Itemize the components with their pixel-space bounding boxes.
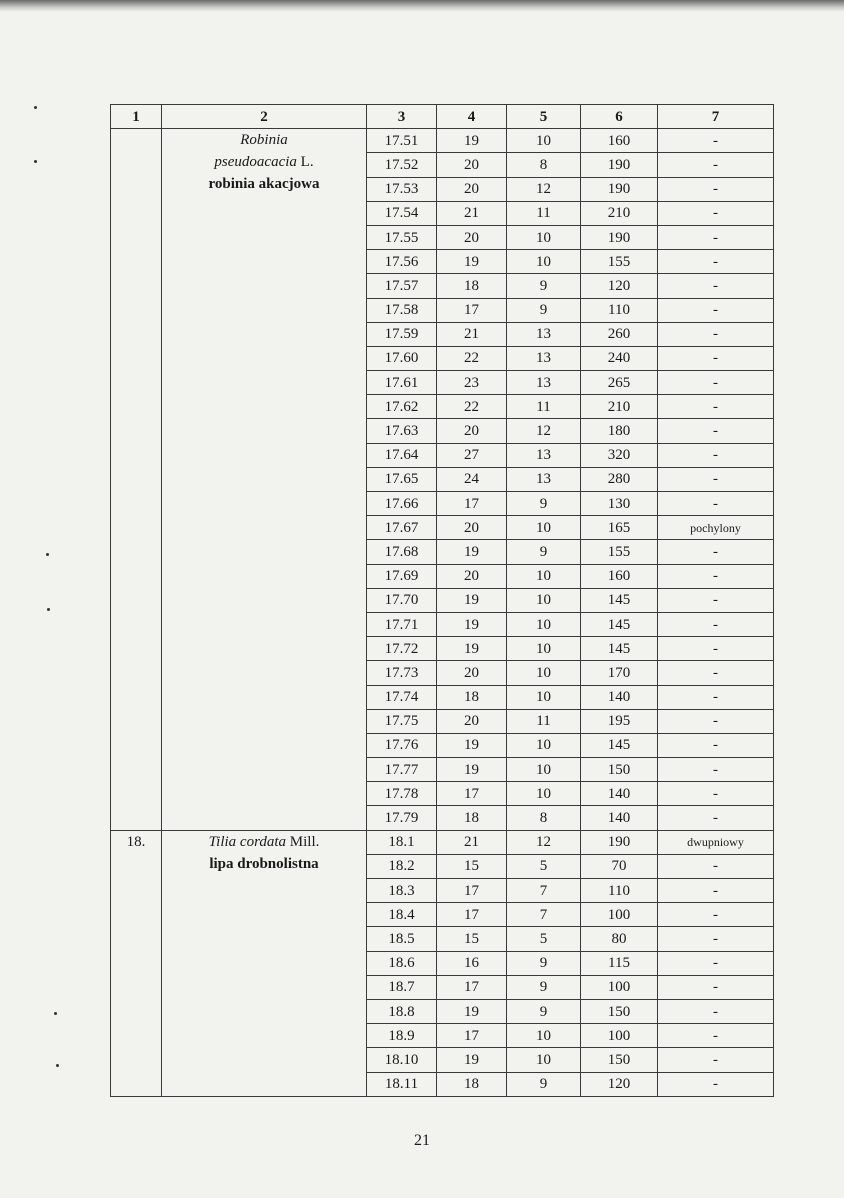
notes-cell: - [658,322,774,346]
notes-cell: - [658,395,774,419]
crown-width-cell: 10 [507,1024,581,1048]
column-header: 4 [437,105,507,129]
crown-width-cell: 9 [507,1072,581,1096]
tree-number-cell: 17.66 [367,492,437,516]
crown-width-cell: 9 [507,492,581,516]
height-cell: 22 [437,346,507,370]
notes-cell: - [658,758,774,782]
tree-number-cell: 17.61 [367,371,437,395]
tree-number-cell: 17.76 [367,733,437,757]
notes-cell: - [658,588,774,612]
tree-number-cell: 17.72 [367,637,437,661]
circumference-cell: 110 [581,298,658,322]
notes-cell: - [658,975,774,999]
tree-number-cell: 18.8 [367,999,437,1023]
height-cell: 18 [437,274,507,298]
notes-cell: - [658,661,774,685]
notes-cell: - [658,733,774,757]
crown-width-cell: 9 [507,999,581,1023]
scan-speck [56,1064,59,1067]
column-header: 6 [581,105,658,129]
crown-width-cell: 7 [507,903,581,927]
notes-cell: - [658,1072,774,1096]
crown-width-cell: 13 [507,346,581,370]
circumference-cell: 195 [581,709,658,733]
crown-width-cell: 10 [507,612,581,636]
height-cell: 17 [437,879,507,903]
notes-cell: - [658,346,774,370]
notes-cell: - [658,540,774,564]
circumference-cell: 110 [581,879,658,903]
tree-number-cell: 17.77 [367,758,437,782]
tree-number-cell: 18.10 [367,1048,437,1072]
circumference-cell: 120 [581,274,658,298]
height-cell: 19 [437,540,507,564]
scan-speck [34,160,37,163]
crown-width-cell: 10 [507,782,581,806]
notes-cell: - [658,927,774,951]
circumference-cell: 180 [581,419,658,443]
scan-speck [46,553,49,556]
circumference-cell: 130 [581,492,658,516]
crown-width-cell: 10 [507,588,581,612]
height-cell: 19 [437,999,507,1023]
crown-width-cell: 9 [507,951,581,975]
height-cell: 21 [437,322,507,346]
crown-width-cell: 11 [507,201,581,225]
crown-width-cell: 10 [507,758,581,782]
height-cell: 17 [437,492,507,516]
height-cell: 22 [437,395,507,419]
tree-number-cell: 18.1 [367,830,437,854]
species-polish-name: lipa drobnolistna [209,855,319,872]
notes-cell: - [658,709,774,733]
column-header: 7 [658,105,774,129]
notes-cell: - [658,806,774,830]
height-cell: 17 [437,975,507,999]
tree-number-cell: 17.60 [367,346,437,370]
crown-width-cell: 10 [507,661,581,685]
crown-width-cell: 10 [507,685,581,709]
notes-cell: - [658,153,774,177]
notes-cell: - [658,201,774,225]
crown-width-cell: 10 [507,516,581,540]
tree-number-cell: 18.6 [367,951,437,975]
notes-cell: - [658,177,774,201]
notes-cell: - [658,782,774,806]
height-cell: 19 [437,588,507,612]
height-cell: 20 [437,516,507,540]
species-author: L. [300,154,314,171]
species-number-cell [111,129,162,830]
height-cell: 20 [437,661,507,685]
tree-number-cell: 17.62 [367,395,437,419]
height-cell: 20 [437,177,507,201]
crown-width-cell: 9 [507,274,581,298]
crown-width-cell: 10 [507,225,581,249]
notes-cell: - [658,419,774,443]
tree-number-cell: 18.3 [367,879,437,903]
tree-number-cell: 18.7 [367,975,437,999]
circumference-cell: 120 [581,1072,658,1096]
notes-cell: - [658,129,774,153]
crown-width-cell: 8 [507,153,581,177]
species-author: Mill. [289,833,320,850]
crown-width-cell: 9 [507,975,581,999]
notes-cell: - [658,854,774,878]
height-cell: 24 [437,467,507,491]
circumference-cell: 145 [581,612,658,636]
tree-number-cell: 17.69 [367,564,437,588]
tree-number-cell: 18.5 [367,927,437,951]
circumference-cell: 100 [581,975,658,999]
column-header: 1 [111,105,162,129]
height-cell: 20 [437,419,507,443]
scan-top-edge [0,0,844,12]
notes-cell: - [658,612,774,636]
tree-number-cell: 17.57 [367,274,437,298]
species-name-cell [162,830,367,1096]
crown-width-cell: 10 [507,250,581,274]
circumference-cell: 190 [581,225,658,249]
height-cell: 27 [437,443,507,467]
tree-number-cell: 17.75 [367,709,437,733]
height-cell: 17 [437,1024,507,1048]
tree-number-cell: 17.73 [367,661,437,685]
circumference-cell: 240 [581,346,658,370]
circumference-cell: 210 [581,395,658,419]
crown-width-cell: 10 [507,733,581,757]
crown-width-cell: 10 [507,564,581,588]
notes-cell: - [658,903,774,927]
notes-cell: - [658,637,774,661]
tree-number-cell: 17.68 [367,540,437,564]
tree-number-cell: 17.59 [367,322,437,346]
crown-width-cell: 10 [507,129,581,153]
notes-cell: - [658,1048,774,1072]
height-cell: 20 [437,225,507,249]
height-cell: 20 [437,564,507,588]
tree-number-cell: 17.67 [367,516,437,540]
crown-width-cell: 13 [507,467,581,491]
tree-number-cell: 18.9 [367,1024,437,1048]
crown-width-cell: 5 [507,854,581,878]
header-row [111,105,774,129]
tree-number-cell: 17.71 [367,612,437,636]
circumference-cell: 260 [581,322,658,346]
tree-number-cell: 17.54 [367,201,437,225]
circumference-cell: 320 [581,443,658,467]
tree-number-cell: 18.2 [367,854,437,878]
circumference-cell: 155 [581,250,658,274]
circumference-cell: 170 [581,661,658,685]
notes-cell: - [658,250,774,274]
tree-number-cell: 17.53 [367,177,437,201]
tree-number-cell: 17.74 [367,685,437,709]
crown-width-cell: 10 [507,1048,581,1072]
height-cell: 17 [437,903,507,927]
crown-width-cell: 11 [507,709,581,733]
notes-cell: - [658,298,774,322]
circumference-cell: 150 [581,758,658,782]
height-cell: 21 [437,201,507,225]
height-cell: 16 [437,951,507,975]
height-cell: 17 [437,782,507,806]
height-cell: 19 [437,250,507,274]
notes-cell: - [658,1024,774,1048]
notes-cell: pochylony [658,516,774,540]
crown-width-cell: 9 [507,540,581,564]
species-latin-name-cont: pseudoacacia [214,154,297,171]
circumference-cell: 150 [581,1048,658,1072]
circumference-cell: 155 [581,540,658,564]
crown-width-cell: 10 [507,637,581,661]
circumference-cell: 100 [581,903,658,927]
height-cell: 20 [437,153,507,177]
crown-width-cell: 8 [507,806,581,830]
tree-number-cell: 17.70 [367,588,437,612]
height-cell: 15 [437,854,507,878]
tree-number-cell: 17.51 [367,129,437,153]
tree-number-cell: 17.65 [367,467,437,491]
height-cell: 19 [437,129,507,153]
height-cell: 15 [437,927,507,951]
notes-cell: - [658,225,774,249]
tree-number-cell: 17.63 [367,419,437,443]
circumference-cell: 210 [581,201,658,225]
crown-width-cell: 9 [507,298,581,322]
table-body [111,129,774,1097]
scan-speck [47,608,50,611]
notes-cell: - [658,685,774,709]
column-header: 2 [162,105,367,129]
page-number: 21 [414,1132,430,1149]
tree-number-cell: 17.64 [367,443,437,467]
notes-cell: - [658,467,774,491]
height-cell: 17 [437,298,507,322]
height-cell: 19 [437,637,507,661]
species-latin-name: Robinia [240,132,288,149]
circumference-cell: 145 [581,588,658,612]
circumference-cell: 190 [581,830,658,854]
species-name-cell [162,129,367,830]
height-cell: 23 [437,371,507,395]
species-polish-name: robinia akacjowa [208,176,320,193]
notes-cell: - [658,274,774,298]
crown-width-cell: 12 [507,830,581,854]
circumference-cell: 145 [581,637,658,661]
circumference-cell: 165 [581,516,658,540]
height-cell: 19 [437,1048,507,1072]
tree-number-cell: 17.52 [367,153,437,177]
column-header: 3 [367,105,437,129]
crown-width-cell: 7 [507,879,581,903]
tree-number-cell: 17.56 [367,250,437,274]
height-cell: 18 [437,685,507,709]
species-latin-name: Tilia cordata [208,833,287,850]
notes-cell: - [658,492,774,516]
circumference-cell: 280 [581,467,658,491]
notes-cell: - [658,951,774,975]
notes-cell: - [658,371,774,395]
notes-cell: - [658,443,774,467]
table-row [111,129,774,153]
crown-width-cell: 12 [507,177,581,201]
height-cell: 18 [437,806,507,830]
crown-width-cell: 5 [507,927,581,951]
scan-speck [34,106,37,109]
height-cell: 21 [437,830,507,854]
notes-cell: - [658,564,774,588]
crown-width-cell: 13 [507,322,581,346]
crown-width-cell: 13 [507,371,581,395]
tree-number-cell: 17.79 [367,806,437,830]
circumference-cell: 70 [581,854,658,878]
circumference-cell: 80 [581,927,658,951]
column-header: 5 [507,105,581,129]
circumference-cell: 160 [581,129,658,153]
notes-cell: - [658,999,774,1023]
notes-cell: dwupniowy [658,830,774,854]
tree-number-cell: 18.11 [367,1072,437,1096]
table-row [111,830,774,854]
circumference-cell: 190 [581,153,658,177]
crown-width-cell: 12 [507,419,581,443]
circumference-cell: 100 [581,1024,658,1048]
height-cell: 19 [437,612,507,636]
circumference-cell: 140 [581,806,658,830]
tree-number-cell: 18.4 [367,903,437,927]
height-cell: 19 [437,758,507,782]
circumference-cell: 140 [581,782,658,806]
tree-number-cell: 17.78 [367,782,437,806]
circumference-cell: 145 [581,733,658,757]
circumference-cell: 150 [581,999,658,1023]
tree-inventory-table [110,104,774,1097]
height-cell: 18 [437,1072,507,1096]
scan-speck [54,1012,57,1015]
height-cell: 19 [437,733,507,757]
crown-width-cell: 11 [507,395,581,419]
circumference-cell: 115 [581,951,658,975]
circumference-cell: 160 [581,564,658,588]
tree-number-cell: 17.58 [367,298,437,322]
species-number-cell: 18. [111,830,162,1096]
notes-cell: - [658,879,774,903]
height-cell: 20 [437,709,507,733]
tree-number-cell: 17.55 [367,225,437,249]
circumference-cell: 140 [581,685,658,709]
circumference-cell: 265 [581,371,658,395]
crown-width-cell: 13 [507,443,581,467]
circumference-cell: 190 [581,177,658,201]
